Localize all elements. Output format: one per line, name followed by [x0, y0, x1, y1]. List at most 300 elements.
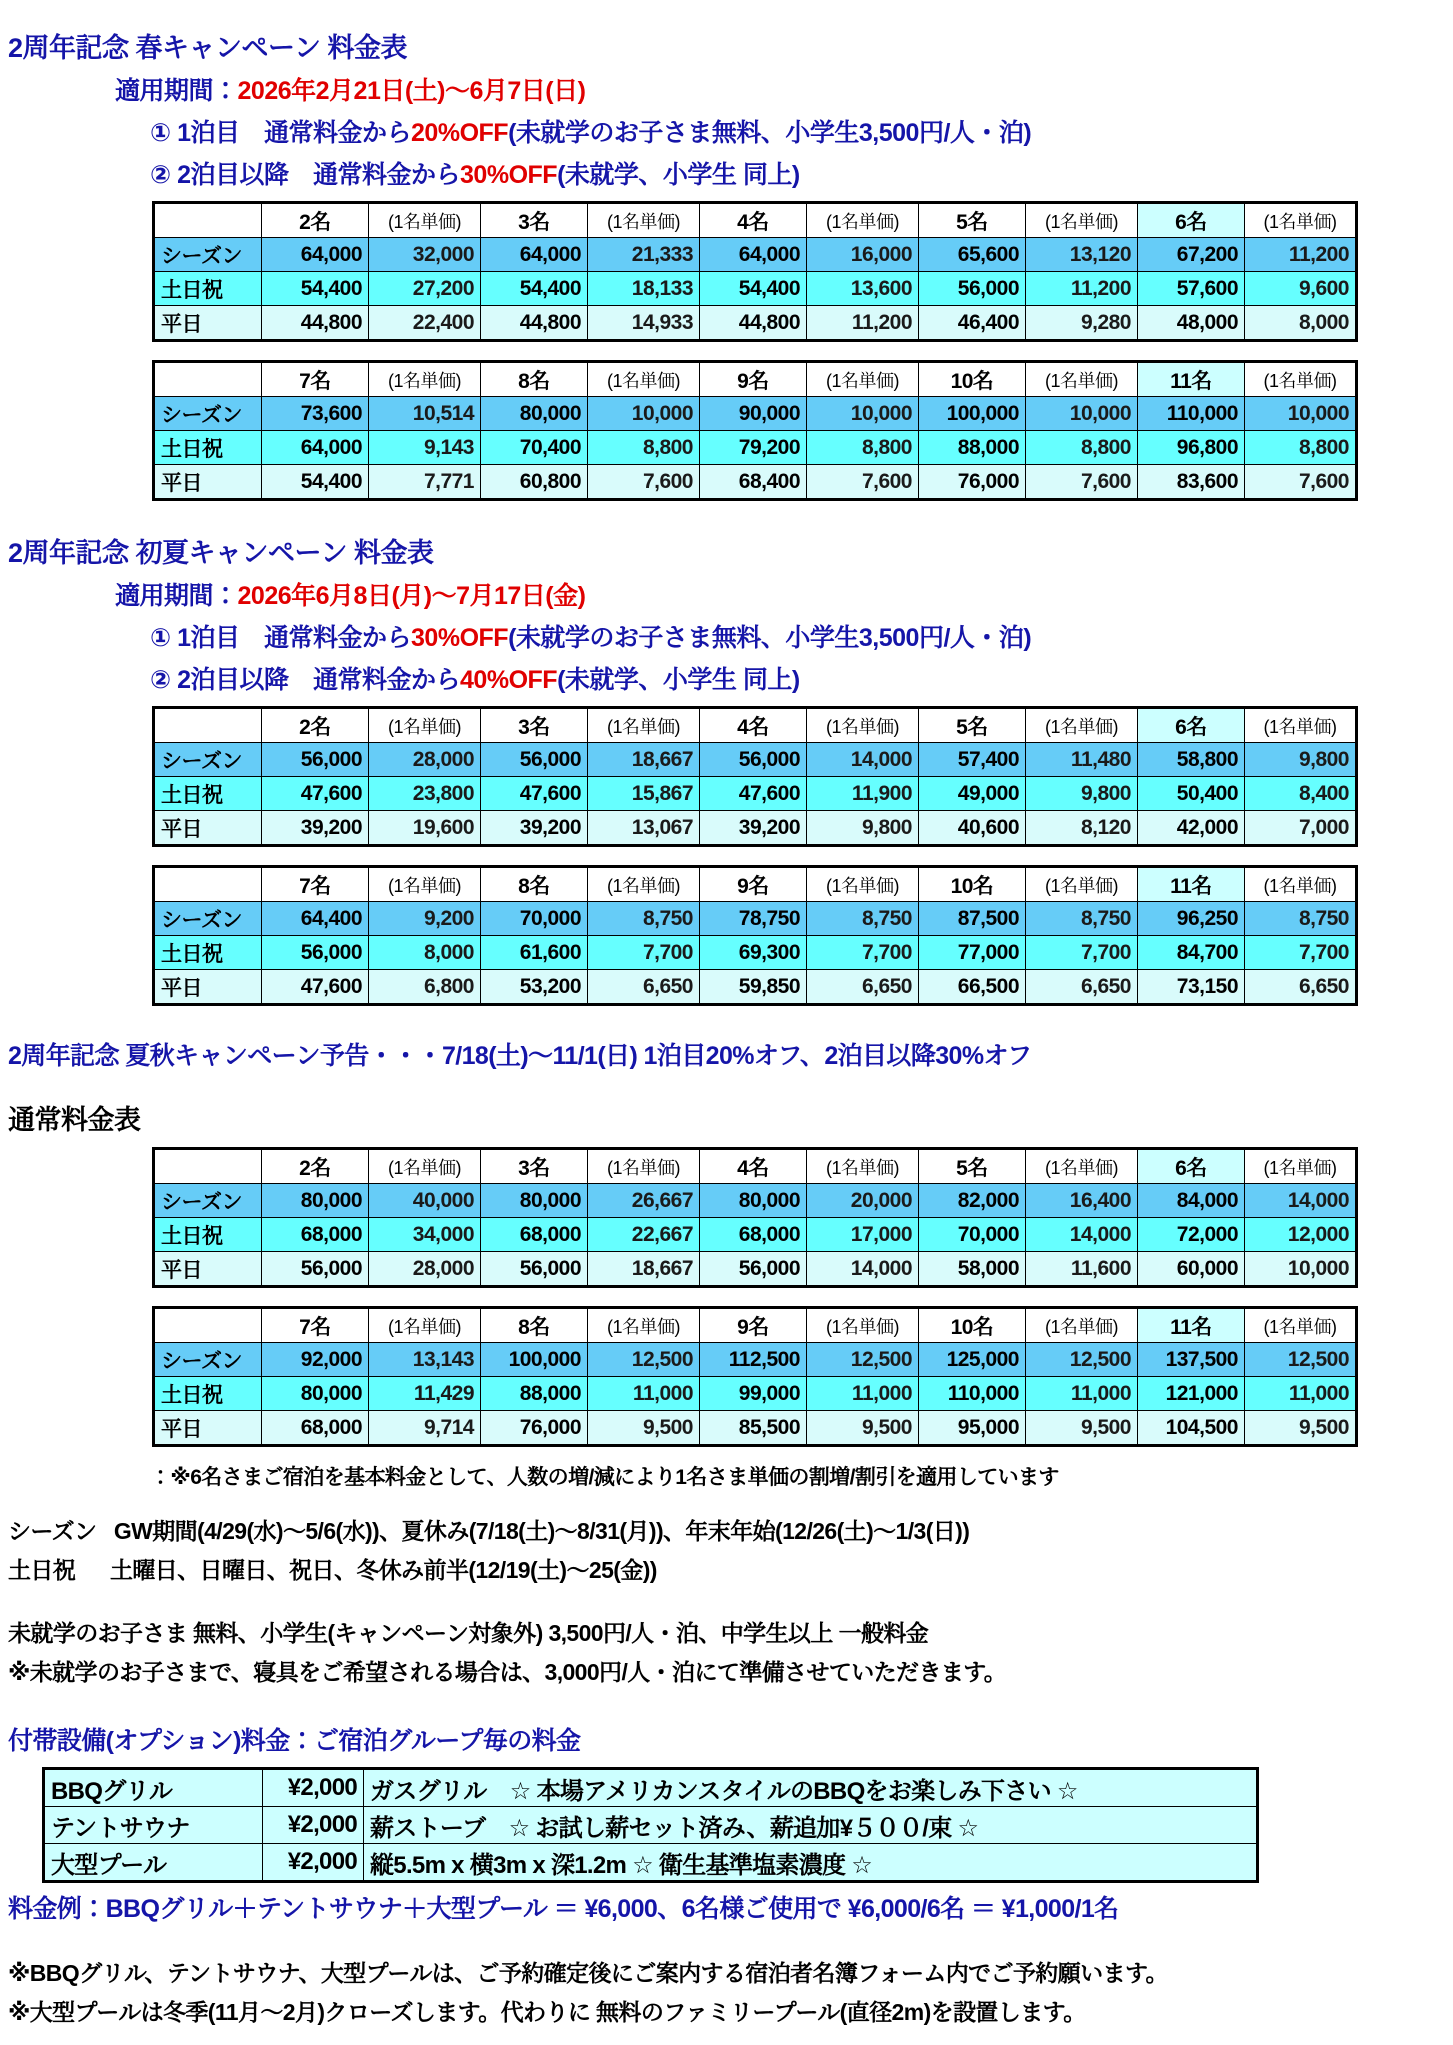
column-header-guests: 4名: [700, 708, 807, 743]
row-label: シーズン: [154, 238, 262, 272]
unit-price-cell: 13,067: [588, 811, 700, 846]
table-header-corner: [154, 203, 262, 238]
total-price-cell: 64,000: [700, 238, 807, 272]
option-row: [44, 1769, 1258, 1807]
total-price-cell: 42,000: [1138, 811, 1245, 846]
unit-price-cell: 8,800: [588, 431, 700, 465]
season-definition-label: シーズン: [8, 1518, 97, 1544]
table-row: [154, 743, 1357, 777]
row-label: シーズン: [154, 397, 262, 431]
total-price-cell: 83,600: [1138, 465, 1245, 500]
table-header-row: [154, 203, 1357, 238]
table-row: [154, 777, 1357, 811]
unit-price-cell: 7,700: [1245, 936, 1357, 970]
unit-price-cell: 22,667: [588, 1218, 700, 1252]
total-price-cell: 44,800: [481, 306, 588, 341]
unit-price-cell: 28,000: [369, 1252, 481, 1287]
options-table: [42, 1767, 1259, 1883]
unit-price-cell: 12,500: [807, 1343, 919, 1377]
unit-price-cell: 16,400: [1026, 1184, 1138, 1218]
total-price-cell: 70,000: [919, 1218, 1026, 1252]
unit-price-cell: 13,600: [807, 272, 919, 306]
spring-period-line: [115, 71, 1453, 107]
unit-price-cell: 10,000: [588, 397, 700, 431]
total-price-cell: 78,750: [700, 902, 807, 936]
table-row: [154, 811, 1357, 846]
summer-rule1-percent: 30%OFF: [411, 624, 509, 652]
unit-price-cell: 7,600: [1245, 465, 1357, 500]
summer-table-group-b: [152, 865, 1453, 1006]
summer-rule2-pre: ② 2泊目以降 通常料金から: [150, 666, 461, 694]
row-label: 平日: [154, 1411, 262, 1446]
autumn-campaign-preview: 2周年記念 夏秋キャンペーン予告・・・7/18(土)～11/1(日) 1泊目20%オフ、2泊目以降30%オフ: [8, 1042, 1032, 1070]
total-price-cell: 56,000: [262, 936, 369, 970]
summer-rule2-post: (未就学、小学生 同上): [557, 666, 800, 694]
table-header-row: [154, 362, 1357, 397]
column-header-unit-price: (1名単価): [1026, 1149, 1138, 1184]
column-header-unit-price: (1名単価): [369, 203, 481, 238]
total-price-cell: 68,000: [481, 1218, 588, 1252]
table-row: [154, 431, 1357, 465]
column-header-guests: 2名: [262, 1149, 369, 1184]
row-label: シーズン: [154, 1343, 262, 1377]
unit-price-cell: 14,000: [1026, 1218, 1138, 1252]
total-price-cell: 44,800: [262, 306, 369, 341]
table-row: [154, 970, 1357, 1005]
total-price-cell: 56,000: [481, 743, 588, 777]
total-price-cell: 76,000: [919, 465, 1026, 500]
column-header-guests: 3名: [481, 708, 588, 743]
total-price-cell: 46,400: [919, 306, 1026, 341]
total-price-cell: 39,200: [262, 811, 369, 846]
unit-price-cell: 8,400: [1245, 777, 1357, 811]
column-header-unit-price: (1名単価): [588, 203, 700, 238]
unit-price-cell: 8,120: [1026, 811, 1138, 846]
option-row: [44, 1844, 1258, 1882]
total-price-cell: 59,850: [700, 970, 807, 1005]
unit-price-cell: 10,000: [1245, 1252, 1357, 1287]
column-header-guests: 3名: [481, 203, 588, 238]
bedding-note: ※未就学のお子さまで、寝具をご希望される場合は、3,000円/人・泊にて準備させていただきます。: [8, 1659, 1007, 1685]
total-price-cell: 56,000: [262, 1252, 369, 1287]
table-header-corner: [154, 362, 262, 397]
row-label: 土日祝: [154, 272, 262, 306]
unit-price-cell: 9,500: [588, 1411, 700, 1446]
row-label: 土日祝: [154, 936, 262, 970]
unit-price-cell: 8,800: [1245, 431, 1357, 465]
total-price-cell: 95,000: [919, 1411, 1026, 1446]
total-price-cell: 47,600: [262, 777, 369, 811]
unit-price-cell: 11,200: [1026, 272, 1138, 306]
total-price-cell: 110,000: [1138, 397, 1245, 431]
unit-price-cell: 9,800: [1026, 777, 1138, 811]
column-header-guests: 10名: [919, 1308, 1026, 1343]
column-header-unit-price: (1名単価): [588, 708, 700, 743]
total-price-cell: 80,000: [481, 397, 588, 431]
total-price-cell: 68,000: [262, 1411, 369, 1446]
unit-price-cell: 8,800: [1026, 431, 1138, 465]
total-price-cell: 84,700: [1138, 936, 1245, 970]
unit-price-cell: 6,650: [588, 970, 700, 1005]
total-price-cell: 73,150: [1138, 970, 1245, 1005]
price-table: [152, 360, 1358, 501]
price-table: [152, 201, 1358, 342]
total-price-cell: 58,000: [919, 1252, 1026, 1287]
table-row: [154, 306, 1357, 341]
holiday-definition: [8, 1552, 1453, 1585]
column-header-guests: 11名: [1138, 362, 1245, 397]
table-header-row: [154, 1149, 1357, 1184]
unit-price-cell: 18,667: [588, 743, 700, 777]
unit-price-cell: 34,000: [369, 1218, 481, 1252]
total-price-cell: 47,600: [262, 970, 369, 1005]
summer-period-label: 適用期間：: [115, 582, 238, 610]
column-header-guests: 2名: [262, 203, 369, 238]
price-table: [152, 865, 1358, 1006]
unit-price-cell: 40,000: [369, 1184, 481, 1218]
column-header-guests: 9名: [700, 362, 807, 397]
row-label: 平日: [154, 1252, 262, 1287]
unit-price-cell: 6,650: [1026, 970, 1138, 1005]
total-price-cell: 53,200: [481, 970, 588, 1005]
total-price-cell: 50,400: [1138, 777, 1245, 811]
unit-price-cell: 17,000: [807, 1218, 919, 1252]
total-price-cell: 73,600: [262, 397, 369, 431]
row-label: 平日: [154, 811, 262, 846]
total-price-cell: 61,600: [481, 936, 588, 970]
total-price-cell: 80,000: [481, 1184, 588, 1218]
total-price-cell: 104,500: [1138, 1411, 1245, 1446]
unit-price-cell: 19,600: [369, 811, 481, 846]
unit-price-cell: 9,280: [1026, 306, 1138, 341]
season-definition: [8, 1513, 1453, 1546]
total-price-cell: 56,000: [700, 743, 807, 777]
unit-price-cell: 11,900: [807, 777, 919, 811]
total-price-cell: 92,000: [262, 1343, 369, 1377]
column-header-unit-price: (1名単価): [588, 1308, 700, 1343]
base-rate-note: ：※6名さまご宿泊を基本料金として、人数の増/減により1名さま単価の割増/割引を適用しています: [150, 1466, 1059, 1489]
table-header-row: [154, 708, 1357, 743]
children-pricing-note: 未就学のお子さま 無料、小学生(キャンペーン対象外) 3,500円/人・泊、中学生以上 一般料金: [8, 1620, 929, 1646]
column-header-unit-price: (1名単価): [369, 708, 481, 743]
unit-price-cell: 12,500: [588, 1343, 700, 1377]
table-row: [154, 1343, 1357, 1377]
total-price-cell: 76,000: [481, 1411, 588, 1446]
option-price: ¥2,000: [263, 1844, 364, 1882]
table-header-corner: [154, 708, 262, 743]
total-price-cell: 70,000: [481, 902, 588, 936]
unit-price-cell: 11,200: [807, 306, 919, 341]
unit-price-cell: 6,650: [1245, 970, 1357, 1005]
column-header-unit-price: (1名単価): [1026, 708, 1138, 743]
normal-price-title: 通常料金表: [8, 1105, 141, 1135]
unit-price-cell: 9,143: [369, 431, 481, 465]
row-label: 土日祝: [154, 777, 262, 811]
table-row: [154, 397, 1357, 431]
bottom-note-1: ※BBQグリル、テントサウナ、大型プールは、ご予約確定後にご案内する宿泊者名簿フォーム内でご予約願います。: [8, 1960, 1168, 1986]
spring-rule2-pre: ② 2泊目以降 通常料金から: [150, 161, 461, 189]
holiday-definition-value: 土曜日、日曜日、祝日、冬休み前半(12/19(土)～25(金)): [109, 1557, 657, 1583]
unit-price-cell: 7,771: [369, 465, 481, 500]
column-header-unit-price: (1名単価): [1026, 362, 1138, 397]
total-price-cell: 88,000: [919, 431, 1026, 465]
total-price-cell: 68,000: [262, 1218, 369, 1252]
spring-rule-2: [150, 155, 1453, 191]
total-price-cell: 64,000: [262, 238, 369, 272]
summer-rule2-percent: 40%OFF: [460, 666, 558, 694]
spring-rule1-pre: ① 1泊目 通常料金から: [150, 119, 412, 147]
table-row: [154, 465, 1357, 500]
summer-period-value: 2026年6月8日(月)～7月17日(金): [237, 582, 586, 610]
summer-table-group-a: [152, 706, 1453, 847]
spring-period-label: 適用期間：: [115, 77, 238, 105]
unit-price-cell: 8,750: [588, 902, 700, 936]
unit-price-cell: 11,000: [807, 1377, 919, 1411]
total-price-cell: 47,600: [700, 777, 807, 811]
unit-price-cell: 7,700: [807, 936, 919, 970]
table-row: [154, 1184, 1357, 1218]
season-definition-value: GW期間(4/29(水)～5/6(水))、夏休み(7/18(土)～8/31(月))、年末年始(12/26(土)～1/3(日)): [113, 1518, 970, 1544]
option-name: テントサウナ: [44, 1807, 263, 1844]
column-header-unit-price: (1名単価): [807, 1308, 919, 1343]
total-price-cell: 54,400: [262, 465, 369, 500]
spring-rule2-percent: 30%OFF: [460, 161, 558, 189]
unit-price-cell: 9,800: [1245, 743, 1357, 777]
column-header-guests: 10名: [919, 362, 1026, 397]
column-header-unit-price: (1名単価): [1245, 1149, 1357, 1184]
column-header-guests: 6名: [1138, 708, 1245, 743]
total-price-cell: 77,000: [919, 936, 1026, 970]
total-price-cell: 121,000: [1138, 1377, 1245, 1411]
total-price-cell: 125,000: [919, 1343, 1026, 1377]
total-price-cell: 56,000: [919, 272, 1026, 306]
column-header-guests: 5名: [919, 203, 1026, 238]
unit-price-cell: 14,000: [807, 1252, 919, 1287]
total-price-cell: 99,000: [700, 1377, 807, 1411]
summer-rule-1: [150, 618, 1453, 654]
column-header-guests: 10名: [919, 867, 1026, 902]
total-price-cell: 65,600: [919, 238, 1026, 272]
table-row: [154, 238, 1357, 272]
column-header-guests: 7名: [262, 1308, 369, 1343]
column-header-unit-price: (1名単価): [369, 362, 481, 397]
summer-rule1-post: (未就学のお子さま無料、小学生3,500円/人・泊): [508, 624, 1032, 652]
total-price-cell: 40,600: [919, 811, 1026, 846]
total-price-cell: 80,000: [262, 1377, 369, 1411]
table-row: [154, 1411, 1357, 1446]
table-row: [154, 272, 1357, 306]
column-header-guests: 5名: [919, 708, 1026, 743]
unit-price-cell: 8,800: [807, 431, 919, 465]
unit-price-cell: 11,000: [1026, 1377, 1138, 1411]
options-heading: 付帯設備(オプション)料金：ご宿泊グループ毎の料金: [8, 1727, 581, 1755]
unit-price-cell: 6,650: [807, 970, 919, 1005]
row-label: 土日祝: [154, 1377, 262, 1411]
summer-rule1-pre: ① 1泊目 通常料金から: [150, 624, 412, 652]
spring-rule1-percent: 20%OFF: [411, 119, 509, 147]
unit-price-cell: 15,867: [588, 777, 700, 811]
unit-price-cell: 9,200: [369, 902, 481, 936]
column-header-unit-price: (1名単価): [588, 867, 700, 902]
column-header-guests: 7名: [262, 362, 369, 397]
total-price-cell: 44,800: [700, 306, 807, 341]
total-price-cell: 69,300: [700, 936, 807, 970]
total-price-cell: 85,500: [700, 1411, 807, 1446]
total-price-cell: 57,400: [919, 743, 1026, 777]
unit-price-cell: 10,000: [1026, 397, 1138, 431]
column-header-guests: 3名: [481, 1149, 588, 1184]
total-price-cell: 60,800: [481, 465, 588, 500]
total-price-cell: 57,600: [1138, 272, 1245, 306]
total-price-cell: 67,200: [1138, 238, 1245, 272]
table-row: [154, 1252, 1357, 1287]
unit-price-cell: 8,750: [807, 902, 919, 936]
row-label: 土日祝: [154, 1218, 262, 1252]
column-header-unit-price: (1名単価): [588, 1149, 700, 1184]
option-name: 大型プール: [44, 1844, 263, 1882]
unit-price-cell: 6,800: [369, 970, 481, 1005]
unit-price-cell: 10,000: [807, 397, 919, 431]
unit-price-cell: 32,000: [369, 238, 481, 272]
unit-price-cell: 8,000: [369, 936, 481, 970]
total-price-cell: 110,000: [919, 1377, 1026, 1411]
column-header-unit-price: (1名単価): [588, 362, 700, 397]
total-price-cell: 48,000: [1138, 306, 1245, 341]
unit-price-cell: 20,000: [807, 1184, 919, 1218]
row-label: シーズン: [154, 743, 262, 777]
unit-price-cell: 11,429: [369, 1377, 481, 1411]
total-price-cell: 100,000: [481, 1343, 588, 1377]
total-price-cell: 87,500: [919, 902, 1026, 936]
spring-rule1-post: (未就学のお子さま無料、小学生3,500円/人・泊): [508, 119, 1032, 147]
unit-price-cell: 12,500: [1245, 1343, 1357, 1377]
spring-period-value: 2026年2月21日(土)～6月7日(日): [237, 77, 586, 105]
option-description: 縦5.5m x 横3m x 深1.2m ☆ 衛生基準塩素濃度 ☆: [364, 1844, 1258, 1882]
unit-price-cell: 9,800: [807, 811, 919, 846]
summer-rule-2: [150, 660, 1453, 696]
unit-price-cell: 27,200: [369, 272, 481, 306]
spring-table-group-a: [152, 201, 1453, 342]
unit-price-cell: 14,000: [1245, 1184, 1357, 1218]
total-price-cell: 96,250: [1138, 902, 1245, 936]
option-price: ¥2,000: [263, 1807, 364, 1844]
column-header-guests: 8名: [481, 867, 588, 902]
bottom-note-2: ※大型プールは冬季(11月～2月)クローズします。代わりに 無料のファミリープール(直径2m)を設置します。: [8, 1999, 1086, 2025]
price-table: [152, 706, 1358, 847]
column-header-unit-price: (1名単価): [1245, 867, 1357, 902]
column-header-unit-price: (1名単価): [369, 867, 481, 902]
option-price: ¥2,000: [263, 1769, 364, 1807]
column-header-guests: 2名: [262, 708, 369, 743]
row-label: シーズン: [154, 1184, 262, 1218]
unit-price-cell: 13,120: [1026, 238, 1138, 272]
unit-price-cell: 26,667: [588, 1184, 700, 1218]
unit-price-cell: 11,200: [1245, 238, 1357, 272]
row-label: 平日: [154, 306, 262, 341]
row-label: 平日: [154, 465, 262, 500]
column-header-guests: 8名: [481, 1308, 588, 1343]
total-price-cell: 58,800: [1138, 743, 1245, 777]
spring-table-group-b: [152, 360, 1453, 501]
column-header-unit-price: (1名単価): [1026, 203, 1138, 238]
unit-price-cell: 9,714: [369, 1411, 481, 1446]
table-row: [154, 902, 1357, 936]
unit-price-cell: 9,500: [1245, 1411, 1357, 1446]
total-price-cell: 79,200: [700, 431, 807, 465]
column-header-unit-price: (1名単価): [807, 867, 919, 902]
total-price-cell: 90,000: [700, 397, 807, 431]
total-price-cell: 56,000: [700, 1252, 807, 1287]
total-price-cell: 66,500: [919, 970, 1026, 1005]
unit-price-cell: 9,600: [1245, 272, 1357, 306]
unit-price-cell: 23,800: [369, 777, 481, 811]
column-header-unit-price: (1名単価): [807, 708, 919, 743]
unit-price-cell: 11,000: [588, 1377, 700, 1411]
unit-price-cell: 14,933: [588, 306, 700, 341]
total-price-cell: 56,000: [481, 1252, 588, 1287]
unit-price-cell: 7,600: [807, 465, 919, 500]
total-price-cell: 68,000: [700, 1218, 807, 1252]
unit-price-cell: 18,667: [588, 1252, 700, 1287]
total-price-cell: 54,400: [262, 272, 369, 306]
summer-period-line: [115, 576, 1453, 612]
normal-table-group-a: [152, 1147, 1453, 1288]
column-header-unit-price: (1名単価): [807, 1149, 919, 1184]
total-price-cell: 49,000: [919, 777, 1026, 811]
column-header-unit-price: (1名単価): [1245, 1308, 1357, 1343]
row-label: 平日: [154, 970, 262, 1005]
unit-price-cell: 13,143: [369, 1343, 481, 1377]
options-table-wrap: [42, 1767, 1453, 1883]
unit-price-cell: 12,500: [1026, 1343, 1138, 1377]
total-price-cell: 64,400: [262, 902, 369, 936]
unit-price-cell: 9,500: [807, 1411, 919, 1446]
column-header-unit-price: (1名単価): [1245, 362, 1357, 397]
unit-price-cell: 11,480: [1026, 743, 1138, 777]
total-price-cell: 64,000: [481, 238, 588, 272]
total-price-cell: 56,000: [262, 743, 369, 777]
unit-price-cell: 11,600: [1026, 1252, 1138, 1287]
summer-campaign-title: 2周年記念 初夏キャンペーン 料金表: [8, 538, 434, 568]
unit-price-cell: 8,000: [1245, 306, 1357, 341]
column-header-unit-price: (1名単価): [807, 203, 919, 238]
column-header-unit-price: (1名単価): [369, 1308, 481, 1343]
table-row: [154, 936, 1357, 970]
unit-price-cell: 7,700: [1026, 936, 1138, 970]
unit-price-cell: 12,000: [1245, 1218, 1357, 1252]
column-header-guests: 5名: [919, 1149, 1026, 1184]
total-price-cell: 64,000: [262, 431, 369, 465]
total-price-cell: 100,000: [919, 397, 1026, 431]
option-description: 薪ストーブ ☆ お試し薪セット済み、薪追加¥５００/束 ☆: [364, 1807, 1258, 1844]
option-name: BBQグリル: [44, 1769, 263, 1807]
spring-rule2-post: (未就学、小学生 同上): [557, 161, 800, 189]
unit-price-cell: 10,000: [1245, 397, 1357, 431]
unit-price-cell: 22,400: [369, 306, 481, 341]
table-header-corner: [154, 867, 262, 902]
total-price-cell: 96,800: [1138, 431, 1245, 465]
unit-price-cell: 16,000: [807, 238, 919, 272]
column-header-unit-price: (1名単価): [1245, 203, 1357, 238]
unit-price-cell: 28,000: [369, 743, 481, 777]
option-description: ガスグリル ☆ 本場アメリカンスタイルのBBQをお楽しみ下さい ☆: [364, 1769, 1258, 1807]
total-price-cell: 80,000: [262, 1184, 369, 1218]
unit-price-cell: 21,333: [588, 238, 700, 272]
column-header-guests: 4名: [700, 1149, 807, 1184]
table-row: [154, 1218, 1357, 1252]
total-price-cell: 54,400: [481, 272, 588, 306]
column-header-unit-price: (1名単価): [1026, 867, 1138, 902]
